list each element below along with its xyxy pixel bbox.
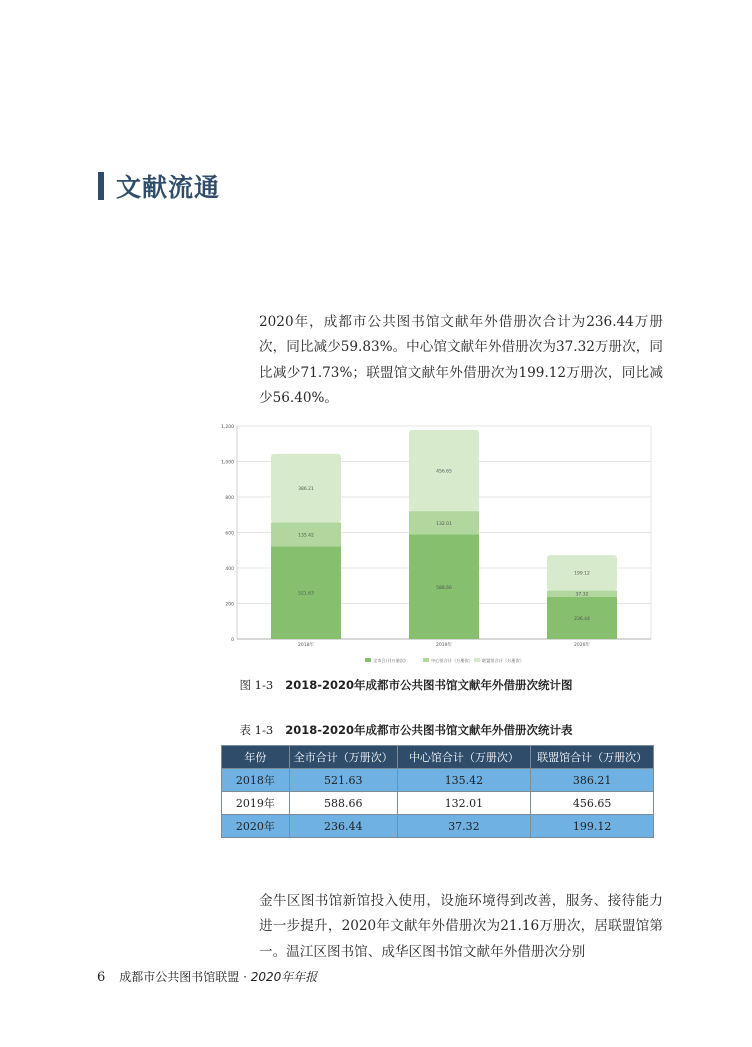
legend-label: 中心馆合计（万册次） — [431, 658, 473, 663]
data-label: 135.42 — [298, 533, 314, 539]
table-row — [222, 792, 654, 815]
legend-label: 全市合计(万册次) — [373, 658, 406, 663]
table-row — [222, 769, 654, 792]
body-paragraph: 金牛区图书馆新馆投入使用，设施环境得到改善，服务、接待能力进一步提升，2020年文献年外借册次为21.16万册次，居联盟馆第一。温江区图书馆、成华区图书馆文献年外借册次分别 — [259, 892, 663, 960]
cell-city-total: 521.63 — [289, 769, 397, 792]
cell-center-total: 132.01 — [397, 792, 531, 815]
cell-center-total: 135.42 — [397, 769, 531, 792]
data-label: 386.21 — [298, 487, 314, 493]
data-label: 588.66 — [436, 585, 452, 591]
lending-chart — [215, 418, 661, 672]
legend-swatch — [474, 658, 480, 662]
footer-year: 2020年年报 — [250, 970, 318, 984]
table-row — [222, 815, 654, 838]
cell-alliance-total: 456.65 — [531, 792, 654, 815]
y-tick-label: 400 — [225, 567, 234, 572]
table-number: 表 1-3 — [239, 723, 274, 737]
header-alliance-total: 联盟馆合计（万册次） — [531, 746, 654, 769]
cell-city-total: 236.44 — [289, 815, 397, 838]
y-tick-label: 800 — [225, 496, 234, 501]
cell-alliance-total: 386.21 — [531, 769, 654, 792]
data-label: 456.65 — [436, 469, 452, 475]
figure-number: 图 1-3 — [239, 678, 274, 692]
y-tick-label: 0 — [231, 638, 234, 643]
figure-title: 2018-2020年成都市公共图书馆文献年外借册次统计图 — [285, 678, 573, 692]
legend-label: 联盟馆合计（万册次） — [482, 658, 524, 663]
intro-paragraph: 2020年，成都市公共图书馆文献年外借册次合计为236.44万册次，同比减少59.83%。中心馆文献年外借册次为37.32万册次，同比减少71.73%；联盟馆文献年外借册次为199.12万册次，同比减少56.40%。 — [259, 313, 663, 407]
table-title: 2018-2020年成都市公共图书馆文献年外借册次统计表 — [285, 723, 573, 737]
table-caption — [0, 722, 752, 738]
cell-city-total: 588.66 — [289, 792, 397, 815]
legend-swatch — [365, 658, 371, 662]
cell-alliance-total: 199.12 — [531, 815, 654, 838]
y-tick-label: 600 — [225, 531, 234, 537]
cell-year: 2020年 — [222, 815, 290, 838]
header-year: 年份 — [222, 746, 290, 769]
y-tick-label: 200 — [225, 602, 234, 608]
y-tick-label: 1,000 — [221, 460, 234, 466]
figure-caption — [0, 677, 752, 693]
legend-swatch — [423, 658, 429, 662]
x-tick-label: 2020年 — [574, 643, 590, 648]
page-number: 6 — [97, 970, 106, 985]
cell-year: 2018年 — [222, 769, 290, 792]
data-label: 199.12 — [574, 571, 590, 577]
header-center-total: 中心馆合计（万册次） — [397, 746, 531, 769]
data-label: 37.32 — [575, 592, 589, 598]
data-label: 236.44 — [574, 617, 590, 623]
data-label: 521.63 — [298, 591, 314, 597]
section-marker-bar — [98, 172, 104, 200]
lending-table — [221, 745, 654, 838]
x-tick-label: 2019年 — [436, 643, 452, 648]
x-tick-label: 2018年 — [298, 643, 314, 648]
page-footer — [97, 968, 317, 985]
table-header-row — [222, 746, 654, 769]
chart-svg — [215, 418, 661, 672]
footer-org: 成都市公共图书馆联盟 · — [119, 970, 251, 984]
cell-center-total: 37.32 — [397, 815, 531, 838]
header-city-total: 全市合计（万册次） — [289, 746, 397, 769]
cell-year: 2019年 — [222, 792, 290, 815]
data-label: 132.01 — [436, 521, 452, 527]
section-title: 文献流通 — [116, 173, 221, 202]
section-header — [98, 168, 220, 204]
y-tick-label: 1,200 — [221, 425, 234, 430]
